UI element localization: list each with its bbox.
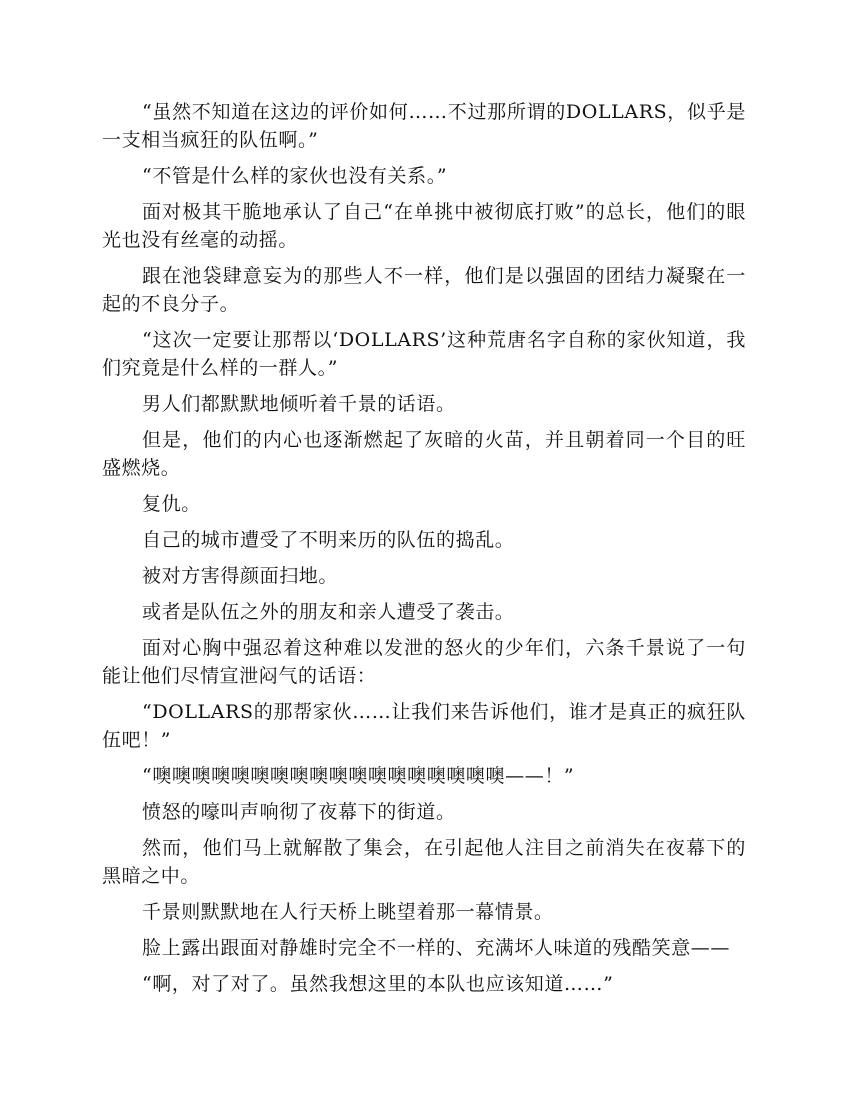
paragraph: 千景则默默地在人行天桥上眺望着那一幕情景。: [142, 901, 554, 923]
paragraph: 男人们都默默地倾听着千景的话语。: [142, 393, 456, 415]
paragraph: 然而，他们马上就解散了集会，在引起他人注目之前消失在夜幕下的黑暗之中。: [102, 837, 746, 887]
paragraph: 被对方害得颜面扫地。: [142, 565, 339, 587]
paragraph: 脸上露出跟面对静雄时完全不一样的、充满坏人味道的残酷笑意——: [142, 937, 731, 959]
paragraph: 或者是队伍之外的朋友和亲人遭受了袭击。: [142, 601, 515, 623]
paragraph: 面对心胸中强忍着这种难以发泄的怒火的少年们，六条千景说了一句能让他们尽情宣泄闷气的话语：: [102, 637, 746, 687]
paragraph: 但是，他们的内心也逐渐燃起了灰暗的火苗，并且朝着同一个目的旺盛燃烧。: [102, 429, 746, 479]
paragraph: “DOLLARS的那帮家伙……让我们来告诉他们，谁才是真正的疯狂队伍吧！”: [102, 701, 746, 751]
paragraph: “这次一定要让那帮以‘DOLLARS’这种荒唐名字自称的家伙知道，我们究竟是什么样的一群人。”: [102, 329, 746, 379]
paragraph: 愤怒的嚎叫声响彻了夜幕下的街道。: [142, 801, 456, 823]
paragraph: “噢噢噢噢噢噢噢噢噢噢噢噢噢噢噢噢噢噢——！”: [142, 765, 575, 787]
paragraph: 复仇。: [142, 493, 201, 515]
paragraph: “虽然不知道在这边的评价如何……不过那所谓的DOLLARS，似乎是一支相当疯狂的队伍啊。”: [102, 101, 746, 151]
paragraph: “不管是什么样的家伙也没有关系。”: [142, 165, 448, 187]
paragraph: 跟在池袋肆意妄为的那些人不一样，他们是以强固的团结力凝聚在一起的不良分子。: [102, 265, 746, 315]
paragraph: 自己的城市遭受了不明来历的队伍的捣乱。: [142, 529, 515, 551]
paragraph: “啊，对了对了。虽然我想这里的本队也应该知道……”: [142, 973, 614, 995]
paragraph: 面对极其干脆地承认了自己“在单挑中被彻底打败”的总长，他们的眼光也没有丝毫的动摇。: [102, 201, 746, 251]
document-page: [102, 98, 746, 1006]
